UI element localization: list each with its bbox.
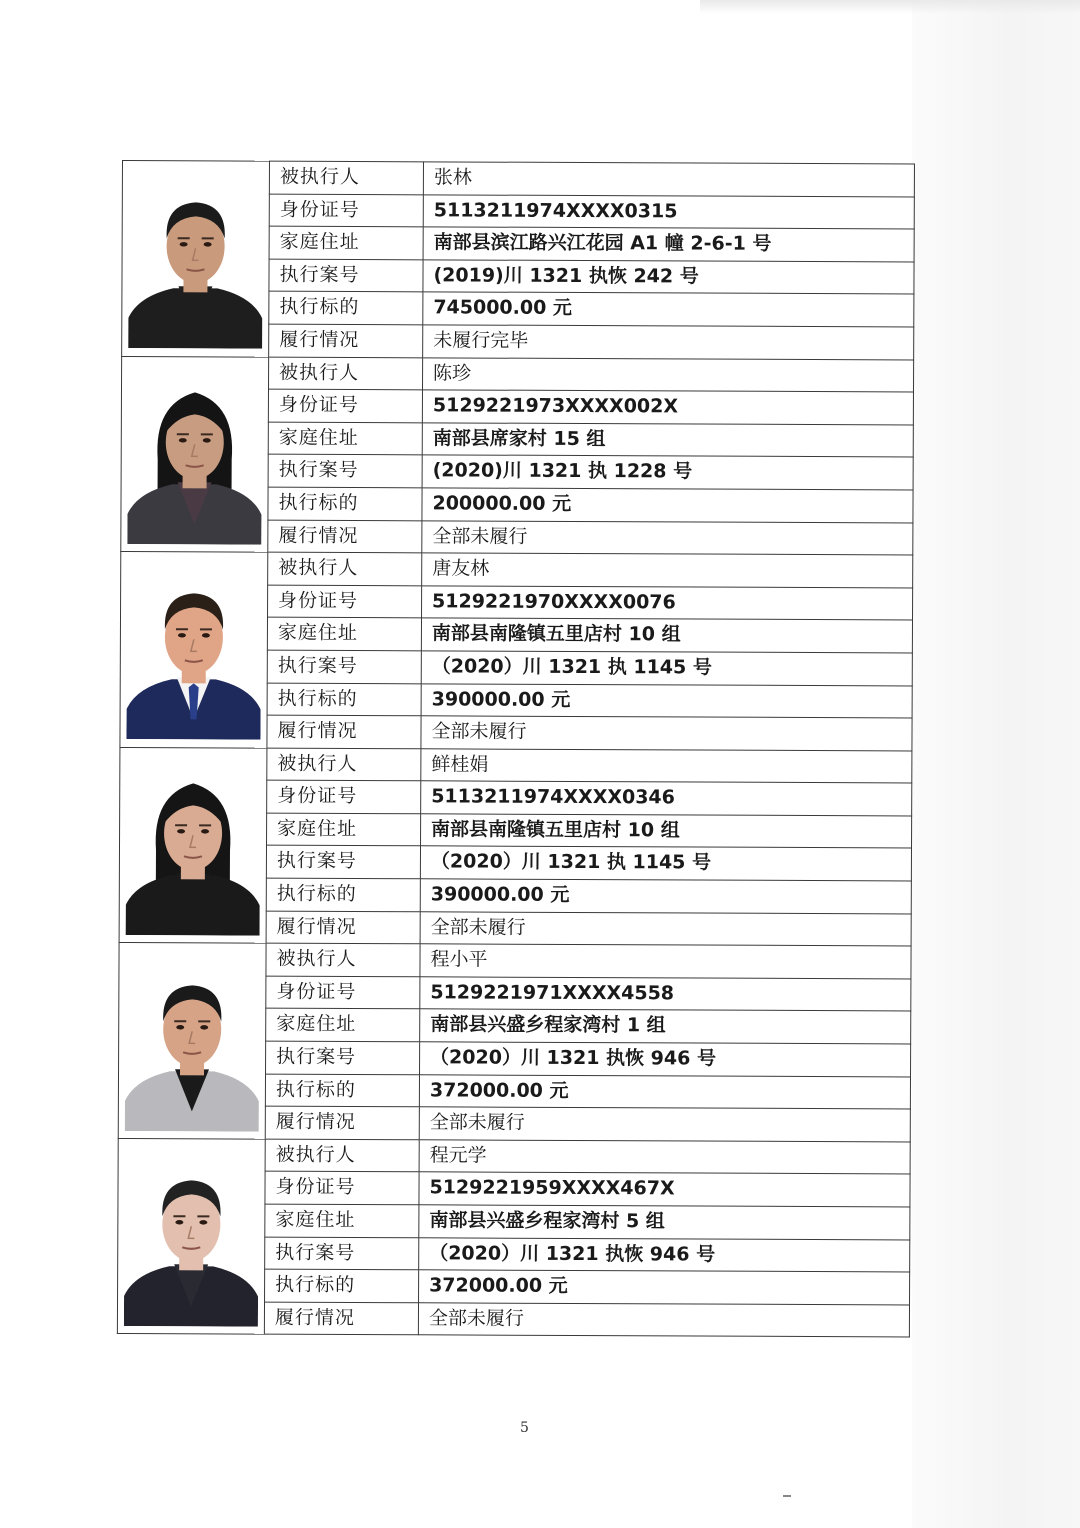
field-value-amount: 200000.00 元 — [422, 488, 913, 523]
field-value-status: 全部未履行 — [422, 520, 913, 555]
debtor-records-table — [117, 160, 915, 1338]
field-label-id: 身份证号 — [265, 1172, 419, 1205]
debtor-photo — [124, 1146, 259, 1327]
field-value-address: 南部县兴盛乡程家湾村 1 组 — [420, 1009, 911, 1044]
field-value-name: 唐友林 — [422, 553, 913, 588]
field-label-amount: 执行标的 — [267, 683, 421, 716]
debtor-photo — [128, 168, 263, 349]
field-value-amount: 390000.00 元 — [421, 683, 912, 718]
field-label-amount: 执行标的 — [269, 292, 423, 325]
field-value-amount: 372000.00 元 — [419, 1270, 910, 1305]
field-value-case: （2020）川 1321 执 1145 号 — [421, 651, 912, 686]
records-sheet — [117, 160, 915, 1338]
field-label-status: 履行情况 — [269, 324, 423, 357]
field-value-amount: 372000.00 元 — [419, 1074, 910, 1109]
debtor-photo — [126, 559, 261, 740]
record-row-name — [120, 747, 912, 783]
field-value-address: 南部县南隆镇五里店村 10 组 — [421, 814, 912, 849]
field-value-amount: 745000.00 元 — [423, 292, 914, 327]
field-label-address: 家庭住址 — [266, 1009, 420, 1042]
field-label-status: 履行情况 — [266, 911, 420, 944]
field-value-amount: 390000.00 元 — [420, 879, 911, 914]
record-row-name — [122, 356, 914, 392]
field-label-id: 身份证号 — [268, 389, 422, 422]
field-label-status: 履行情况 — [268, 520, 422, 553]
field-label-name: 被执行人 — [267, 748, 421, 781]
field-label-case: 执行案号 — [266, 846, 420, 879]
field-label-id: 身份证号 — [268, 585, 422, 618]
field-value-case: （2020）川 1321 执恢 946 号 — [420, 1042, 911, 1077]
field-value-id: 5129221970XXXX0076 — [422, 586, 913, 621]
field-label-amount: 执行标的 — [266, 878, 420, 911]
field-value-name: 鲜桂娟 — [421, 748, 912, 783]
scan-edge-shadow — [912, 0, 1080, 1528]
record-row-name — [118, 1138, 910, 1174]
record-row-name — [122, 161, 914, 197]
field-value-address: 南部县席家村 15 组 — [422, 423, 913, 458]
field-label-address: 家庭住址 — [267, 813, 421, 846]
field-value-id: 5129221971XXXX4558 — [420, 977, 911, 1012]
debtor-photo — [127, 364, 262, 545]
field-label-name: 被执行人 — [265, 1139, 419, 1172]
scan-top-shadow — [700, 0, 1080, 14]
field-value-name: 程小平 — [420, 944, 911, 979]
field-label-name: 被执行人 — [268, 552, 422, 585]
field-value-id: 5113211974XXXX0346 — [421, 781, 912, 816]
field-value-id: 5129221973XXXX002X — [422, 390, 913, 425]
field-label-amount: 执行标的 — [265, 1269, 419, 1302]
field-label-name: 被执行人 — [269, 161, 423, 194]
photo-cell — [120, 552, 268, 748]
field-label-case: 执行案号 — [268, 454, 422, 487]
field-value-status: 全部未履行 — [419, 1107, 910, 1142]
field-label-case: 执行案号 — [269, 259, 423, 292]
field-value-id: 5113211974XXXX0315 — [423, 194, 914, 229]
field-label-address: 家庭住址 — [268, 422, 422, 455]
field-value-name: 张林 — [423, 162, 914, 197]
field-value-case: （2020）川 1321 执 1145 号 — [420, 846, 911, 881]
field-value-address: 南部县滨江路兴江花园 A1 幢 2-6-1 号 — [423, 227, 914, 262]
field-value-case: （2020）川 1321 执恢 946 号 — [419, 1237, 910, 1272]
field-label-status: 履行情况 — [264, 1302, 418, 1335]
field-value-status: 未履行完毕 — [423, 325, 914, 360]
field-label-amount: 执行标的 — [268, 487, 422, 520]
debtor-photo — [125, 951, 260, 1132]
field-label-case: 执行案号 — [265, 1237, 419, 1270]
field-label-address: 家庭住址 — [265, 1204, 419, 1237]
photo-cell — [118, 943, 266, 1139]
field-value-status: 全部未履行 — [420, 911, 911, 946]
photo-cell — [122, 161, 270, 357]
field-value-case: (2019)川 1321 执恢 242 号 — [423, 260, 914, 295]
field-label-name: 被执行人 — [269, 357, 423, 390]
field-label-id: 身份证号 — [267, 780, 421, 813]
photo-cell — [121, 356, 269, 552]
field-value-case: (2020)川 1321 执 1228 号 — [422, 455, 913, 490]
field-label-address: 家庭住址 — [267, 617, 421, 650]
record-row-name — [121, 552, 913, 588]
field-label-status: 履行情况 — [267, 715, 421, 748]
field-label-id: 身份证号 — [269, 194, 423, 227]
field-value-name: 程元学 — [419, 1140, 910, 1175]
field-value-status: 全部未履行 — [421, 716, 912, 751]
field-label-status: 履行情况 — [265, 1106, 419, 1139]
debtor-photo — [126, 755, 261, 936]
field-label-case: 执行案号 — [267, 650, 421, 683]
field-label-address: 家庭住址 — [269, 226, 423, 259]
field-label-name: 被执行人 — [266, 943, 420, 976]
field-label-id: 身份证号 — [266, 976, 420, 1009]
record-row-name — [119, 943, 911, 979]
scan-speck — [783, 1495, 791, 1497]
field-value-id: 5129221959XXXX467X — [419, 1172, 910, 1207]
page-number: 5 — [520, 1420, 529, 1436]
field-label-amount: 执行标的 — [265, 1074, 419, 1107]
field-value-address: 南部县南隆镇五里店村 10 组 — [421, 618, 912, 653]
photo-cell — [117, 1138, 265, 1334]
photo-cell — [119, 747, 267, 943]
field-value-address: 南部县兴盛乡程家湾村 5 组 — [419, 1205, 910, 1240]
field-value-name: 陈珍 — [422, 357, 913, 392]
field-label-case: 执行案号 — [266, 1041, 420, 1074]
field-value-status: 全部未履行 — [418, 1303, 909, 1338]
